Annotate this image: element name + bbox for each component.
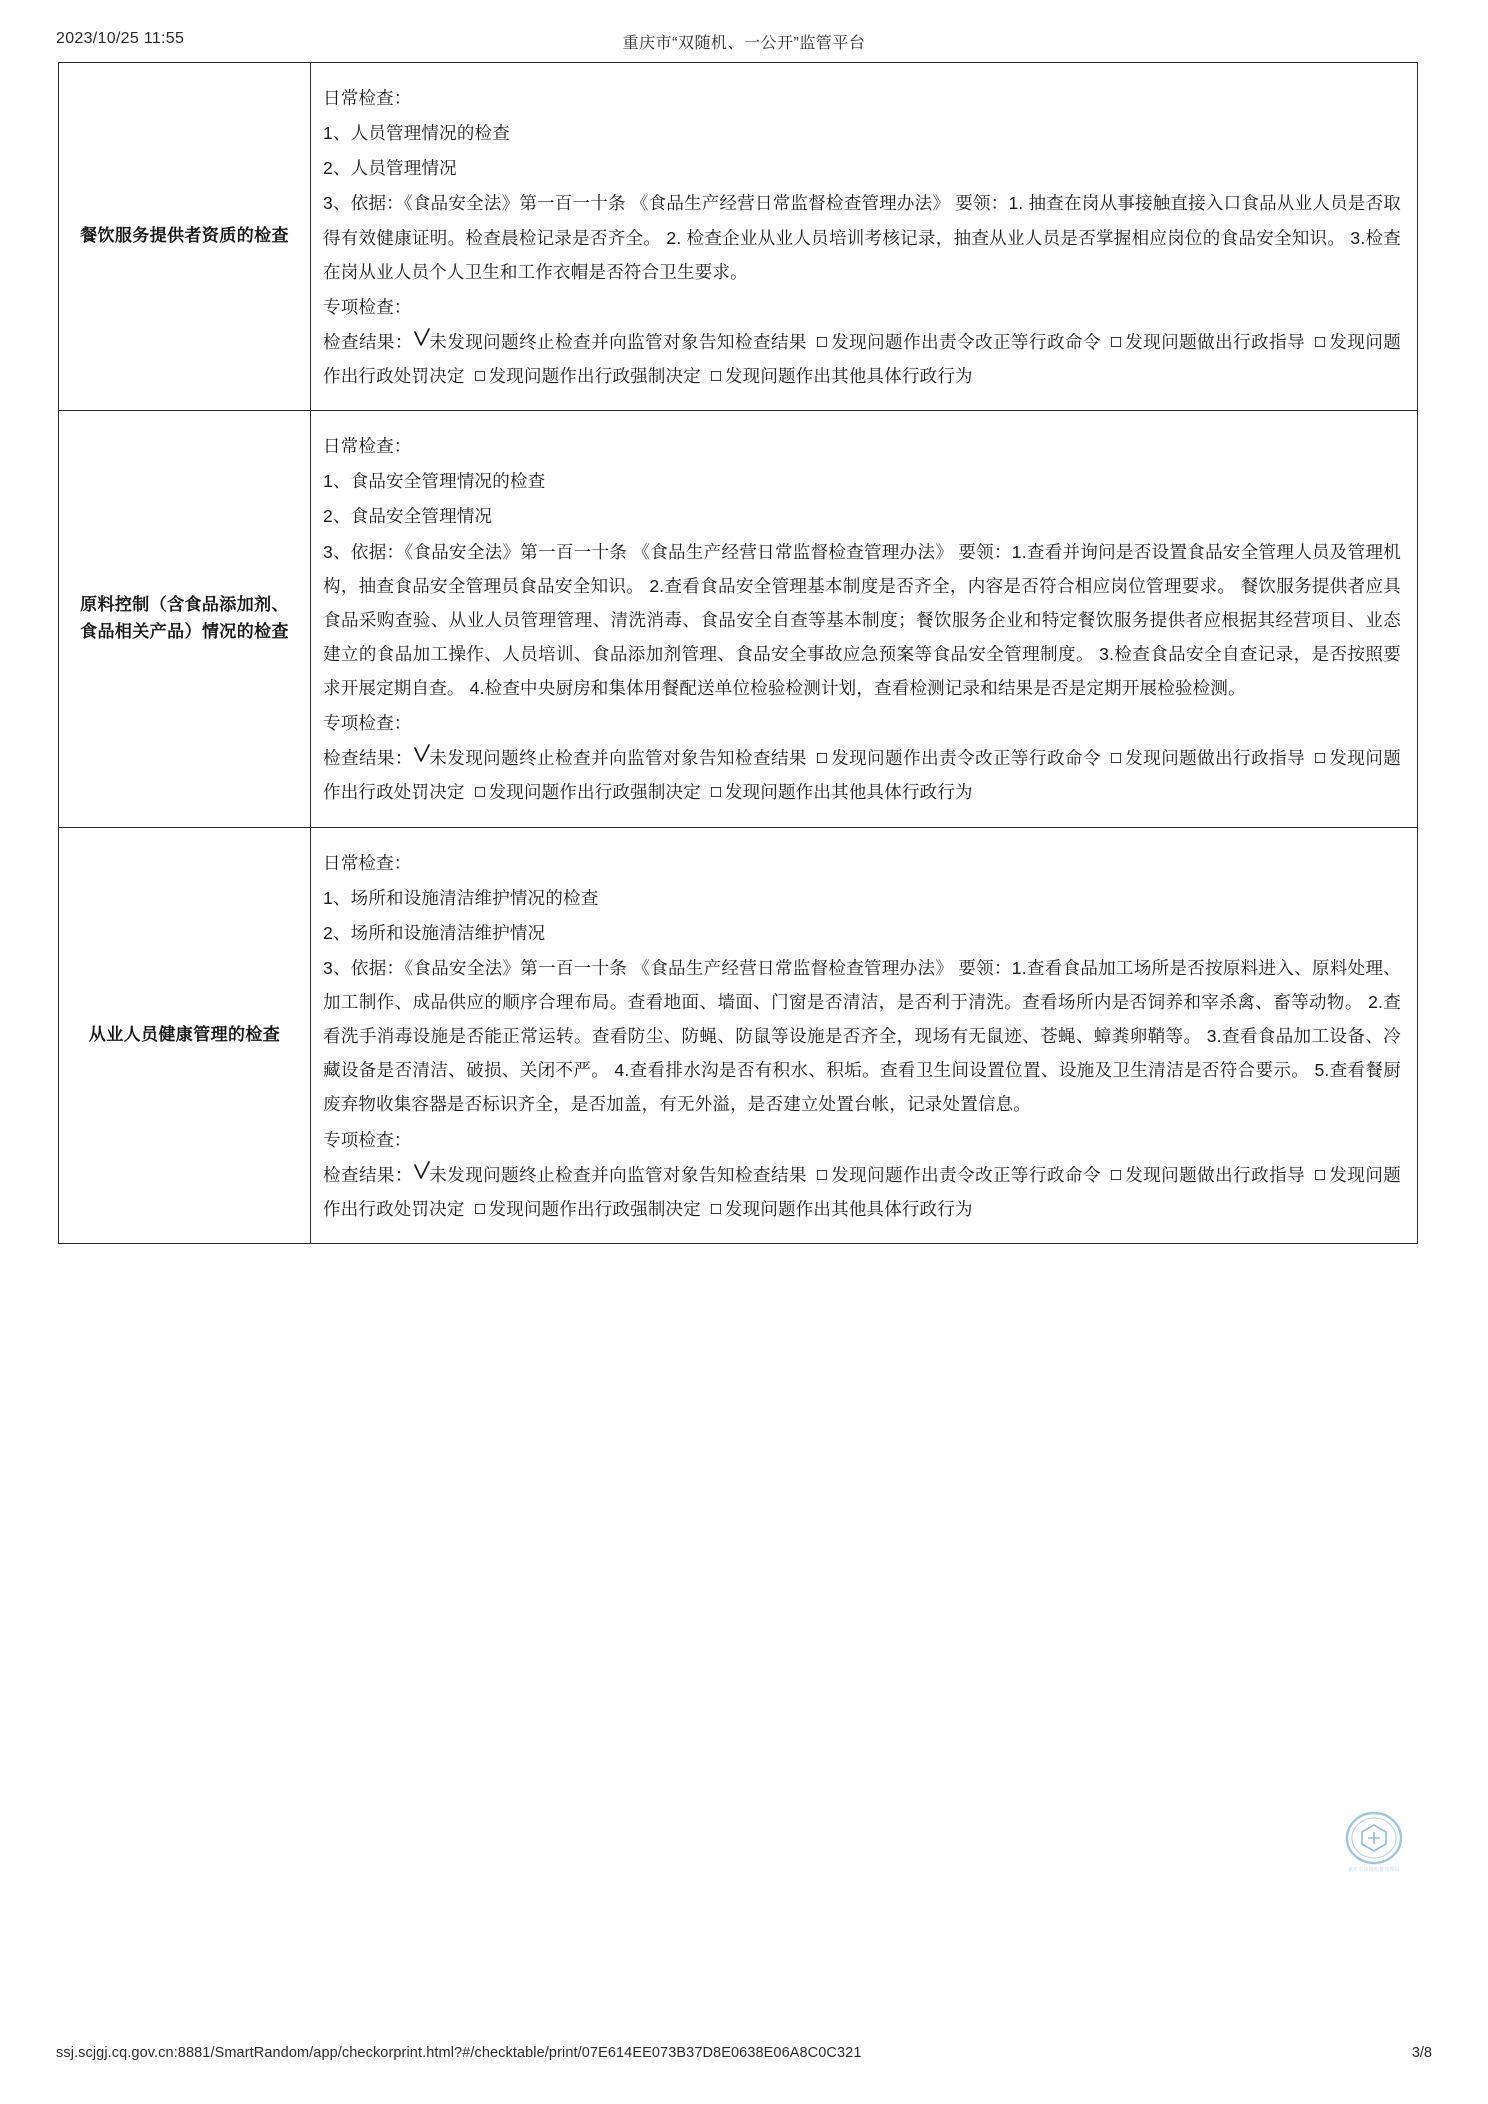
checkbox-empty[interactable] <box>1111 337 1121 347</box>
checkbox-option-label: 发现问题作出责令改正等行政命令 <box>830 1164 1101 1185</box>
checkbox-option-label: 发现问题作出行政处罚决定 <box>323 748 1402 803</box>
checkbox-checked[interactable] <box>414 1167 428 1183</box>
checkbox-option-label: 发现问题作出行政强制决定 <box>488 366 701 386</box>
daily-inspection-label: 日常检查： <box>323 852 412 873</box>
detail-item: 3、依据：《食品安全法》第一百一十条 《食品生产经营日常监督检查管理办法》 要领：1. 抽查在岗从事接触直接入口食品从业人员是否取得有效健康证明。检查晨检记录是否齐全。 2. 检查企业从业人员培训考核记录，抽查从业人员是否掌握相应岗位的食品安全知识。 3.检查在岗从业人员个人卫生和工作衣帽是否符合卫生要求。 <box>323 193 1401 282</box>
checkbox-option-label: 发现问题作出行政处罚决定 <box>323 1164 1402 1219</box>
result-prefix: 检查结果： <box>323 1164 413 1185</box>
daily-inspection-label: 日常检查： <box>323 436 412 457</box>
checkbox-option-label: 未发现问题终止检查并向监管对象告知检查结果 <box>428 748 807 769</box>
result-prefix: 检查结果： <box>323 748 413 769</box>
checkbox-option-label: 未发现问题终止检查并向监管对象告知检查结果 <box>428 1164 807 1185</box>
detail-item: 2、人员管理情况 <box>323 158 457 179</box>
inspection-result-line <box>323 741 1401 809</box>
detail-item: 3、依据：《食品安全法》第一百一十条 《食品生产经营日常监督检查管理办法》 要领：1.查看食品加工场所是否按原料进入、原料处理、加工制作、成品供应的顺序合理布局。查看地面、墙面、门窗是否清洁，是否利于清洗。查看场所内是否饲养和宰杀禽、畜等动物。 2.查看洗手消毒设施是否能正常运转。查看防尘、防蝇、防鼠等设施是否齐全，现场有无鼠迹、苍蝇、蟑粪卵鞘等。 3.查看食品加工设备、冷藏设备是否清洁、破损、关闭不严。 4.查看排水沟是否有积水、积垢。查看卫生间设置位置、设施及卫生清洁是否符合要示。 5.查看餐厨废弃物收集容器是否标识齐全，是否加盖，有无外溢，是否建立处置台帐，记录处置信息。 <box>323 957 1401 1115</box>
detail-item: 1、食品安全管理情况的检查 <box>323 471 546 492</box>
checkbox-option-label: 未发现问题终止检查并向监管对象告知检查结果 <box>428 331 807 352</box>
checkbox-option-label: 发现问题作出责令改正等行政命令 <box>830 331 1101 352</box>
table-row <box>59 63 1417 411</box>
checkbox-empty[interactable] <box>475 371 485 381</box>
inspection-result-line <box>323 325 1401 393</box>
inspection-item-label: 从业人员健康管理的检查 <box>59 828 311 1243</box>
inspection-item-detail <box>311 828 1417 1243</box>
table-row <box>59 411 1417 827</box>
checkbox-checked[interactable] <box>414 750 428 766</box>
checkbox-empty[interactable] <box>1111 753 1121 763</box>
checkbox-option-label: 发现问题作出责令改正等行政命令 <box>830 748 1101 769</box>
detail-item: 1、场所和设施清洁维护情况的检查 <box>323 887 599 908</box>
page-header <box>0 30 1488 56</box>
checkbox-empty[interactable] <box>1111 1170 1121 1180</box>
inspection-item-label: 餐饮服务提供者资质的检查 <box>59 63 311 410</box>
checkbox-option-label: 发现问题作出其他具体行政行为 <box>724 1198 973 1219</box>
inspection-item-detail <box>311 63 1417 410</box>
checkbox-option-label: 发现问题作出行政强制决定 <box>488 1198 701 1219</box>
detail-item: 2、场所和设施清洁维护情况 <box>323 922 546 943</box>
checkbox-empty[interactable] <box>475 1204 485 1214</box>
inspection-item-detail <box>311 411 1417 826</box>
checkbox-option-label: 发现问题作出行政强制决定 <box>488 782 701 803</box>
detail-item: 2、食品安全管理情况 <box>323 506 493 527</box>
inspection-item-label: 原料控制（含食品添加剂、食品相关产品）情况的检查 <box>59 411 311 826</box>
platform-title: 重庆市“双随机、一公开”监管平台 <box>622 35 866 52</box>
checkbox-empty[interactable] <box>1315 337 1325 347</box>
table-row <box>59 828 1417 1244</box>
special-inspection-label: 专项检查： <box>323 296 412 317</box>
checkbox-empty[interactable] <box>1315 753 1325 763</box>
detail-item: 3、依据：《食品安全法》第一百一十条 《食品生产经营日常监督检查管理办法》 要领：1.查看并询问是否设置食品安全管理人员及管理机构，抽查食品安全管理员食品安全知识。 2.查看食品安全管理基本制度是否齐全，内容是否符合相应岗位管理要求。 餐饮服务提供者应具食品采购查验、从业人员管理管理、清洗消毒、食品安全自查等基本制度；餐饮服务企业和特定餐饮服务提供者应根据其经营项目、业态建立的食品加工操作、人员培训、食品添加剂管理、食品安全事故应急预案等食品安全管理制度。 3.检查食品安全自查记录，是否按照要求开展定期自查。 4.检查中央厨房和集体用餐配送单位检验检测计划，查看检测记录和结果是否是定期开展检验检测。 <box>323 541 1401 698</box>
print-timestamp: 2023/10/25 11:55 <box>56 30 185 47</box>
special-inspection-label: 专项检查： <box>323 1129 412 1150</box>
checkbox-empty[interactable] <box>711 371 721 381</box>
detail-item: 1、人员管理情况的检查 <box>323 123 510 144</box>
checkbox-checked[interactable] <box>414 334 428 350</box>
checkbox-option-label: 发现问题作出其他具体行政行为 <box>724 366 973 386</box>
checkbox-empty[interactable] <box>711 1204 721 1214</box>
seal-caption: 重庆市市场监督管理局 <box>1347 1867 1400 1873</box>
checkbox-option-label: 发现问题做出行政指导 <box>1124 331 1306 352</box>
source-url: ssj.scjgj.cq.gov.cn:8881/SmartRandom/app/checkorprint.html?#/checktable/print/07E614EE073B37D8E0638E06A8C0C321 <box>56 2045 862 2061</box>
agency-seal <box>1332 1810 1416 1894</box>
checkbox-empty[interactable] <box>475 787 485 797</box>
checkbox-empty[interactable] <box>817 753 827 763</box>
page-footer <box>0 2045 1488 2069</box>
inspection-table <box>58 62 1418 1244</box>
result-prefix: 检查结果： <box>323 331 413 352</box>
checkbox-option-label: 发现问题作出行政处罚决定 <box>323 331 1402 386</box>
checkbox-empty[interactable] <box>817 337 827 347</box>
checkbox-option-label: 发现问题作出其他具体行政行为 <box>724 782 973 803</box>
page-number: 3/8 <box>1411 2045 1432 2061</box>
inspection-result-line <box>323 1158 1401 1226</box>
seal-emblem-icon <box>1332 1810 1416 1870</box>
checkbox-option-label: 发现问题做出行政指导 <box>1124 1164 1306 1185</box>
special-inspection-label: 专项检查： <box>323 713 412 734</box>
checkbox-empty[interactable] <box>1315 1170 1325 1180</box>
checkbox-option-label: 发现问题做出行政指导 <box>1124 748 1306 769</box>
daily-inspection-label: 日常检查： <box>323 88 412 108</box>
checkbox-empty[interactable] <box>817 1170 827 1180</box>
checkbox-empty[interactable] <box>711 787 721 797</box>
